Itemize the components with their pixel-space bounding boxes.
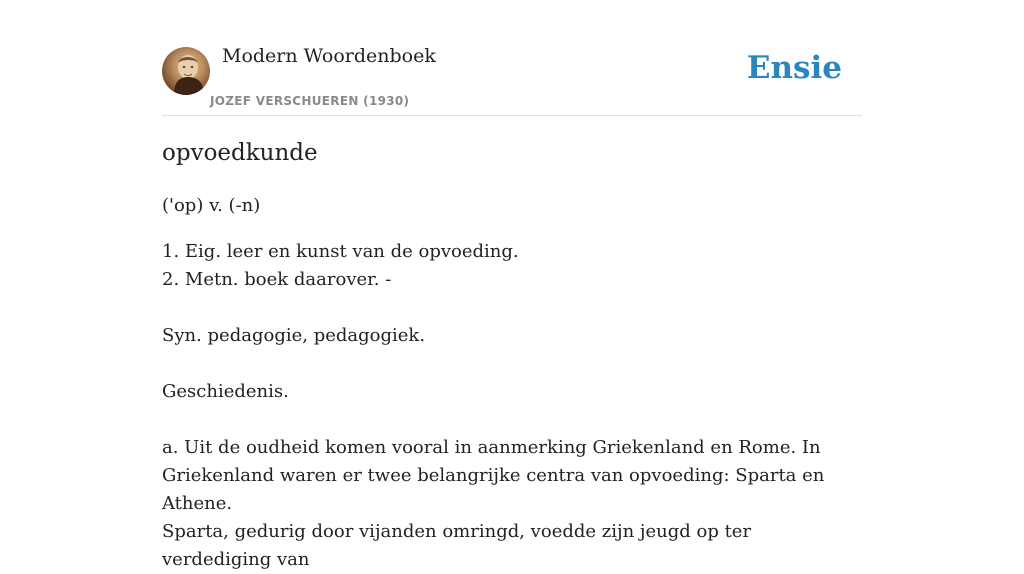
paragraph-line: Sparta, gedurig door vijanden omringd, voedde zijn jeugd op ter verdediging van [162, 521, 752, 570]
synonyms: Syn. pedagogie, pedagogiek. [162, 325, 426, 346]
source-header [162, 0, 862, 116]
paragraph-line: Griekenland waren er twee belangrijke centra van opvoeding: Sparta en Athene. [162, 465, 825, 514]
paragraph-line: a. Uit de oudheid komen vooral in aanmerking Griekenland en Rome. In [162, 437, 821, 458]
spacer [162, 406, 862, 434]
definition-1: 1. Eig. leer en kunst van de opvoeding. [162, 241, 519, 262]
entry-term: opvoedkunde [162, 140, 318, 166]
author-portrait-icon [162, 47, 210, 95]
spacer [162, 350, 862, 378]
author-byline[interactable]: JOZEF VERSCHUEREN (1930) [210, 94, 410, 108]
pronunciation: ('op) v. (-n) [162, 195, 261, 216]
section-heading: Geschiedenis. [162, 381, 289, 402]
author-avatar[interactable] [162, 47, 210, 95]
entry-body [162, 192, 862, 574]
source-title[interactable]: Modern Woordenboek [222, 45, 436, 67]
spacer [162, 294, 862, 322]
ensie-logo[interactable]: Ensie [746, 50, 842, 86]
definition-2: 2. Metn. boek daarover. - [162, 269, 392, 290]
page-container [162, 0, 862, 570]
